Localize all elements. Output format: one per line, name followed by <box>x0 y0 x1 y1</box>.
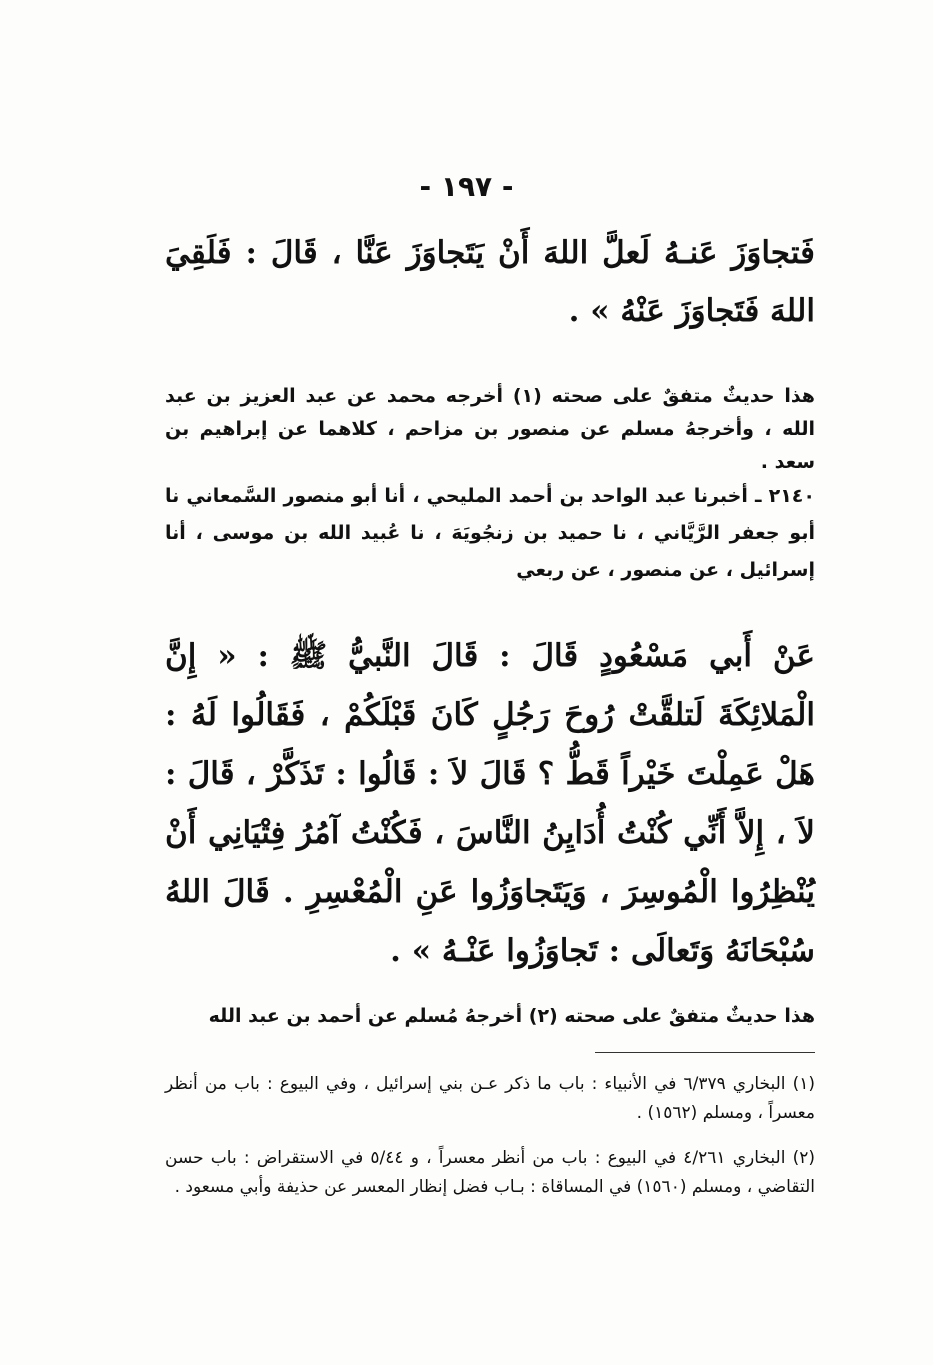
opening-hadith-text: فَتجاوَزَ عَنـهُ لَعلَّ اللهَ أَنْ يَتَجاوَزَ عَنَّا ، قَالَ : فَلَقِيَ اللهَ فَتَجاوَزَ عَنْهُ » . <box>165 235 815 329</box>
footnote-divider <box>595 1052 815 1053</box>
hadith-isnad: ٢١٤٠ ـ أخبرنا عبد الواحد بن أحمد المليحي ، أنا أبو منصور السَّمعاني نا أبو جعفر الرَّيَّاني ، نا حميد بن زنجُويَهَ ، نا عُبيد الله بن موسى ، أنا إسرائيل ، عن منصور ، عن ربعي <box>165 485 815 581</box>
footnote-2: (٢) البخاري ٤/٢٦١ في البيوع : باب من أنظر معسراً ، و ٥/٤٤ في الاستقراض : باب حسن التقاضي ، ومسلم (١٥٦٠) في المساقاة : بـاب فضل إنظار المعسر عن حذيفة وأبي مسعود . <box>165 1148 816 1197</box>
takhrij-comment-2: هذا حديثٌ متفقٌ على صحته (٢) أخرجهُ مُسلم عن أحمد بن عبد الله <box>208 1005 815 1027</box>
hadith-matn: عَنْ أَبي مَسْعُودٍ قَالَ : قَالَ النَّبيُّ ﷺ : « إِنَّ الْمَلائِكَةَ لَتلقَّتْ رُوحَ رَجُلٍ كَانَ قَبْلَكُمْ ، فَقَالُوا لَهُ : هَلْ عَمِلْتَ خَيْراً قَطُّ ؟ قَالَ لاَ : قَالُوا : تَذَكَّرْ ، قَالَ : لاَ ، إِلاَّ أَنِّي كُنْتُ أُدَايِنُ النَّاسَ ، فَكُنْتُ آمُرُ فِتْيَانِي أَنْ يُنْظِرُوا الْمُوسِرَ ، وَيَتَجاوَزُوا عَنِ الْمُعْسِرِ . قَالَ اللهُ سُبْحَانَهُ وَتَعالَى : تَجاوَزُوا عَنْـهُ » . <box>165 638 815 969</box>
page-number: - ١٩٧ - <box>419 170 514 203</box>
takhrij-comment-1: هذا حديثٌ متفقٌ على صحته (١) أخرجه محمد عن عبد العزيز بن عبد الله ، وأخرجهُ مسلم عن منصور بن مزاحم ، كلاهما عن إبراهيم بن سعد . <box>165 385 815 473</box>
footnote-1: (١) البخاري ٦/٣٧٩ في الأنبياء : باب ما ذكر عـن بني إسرائيل ، وفي البيوع : باب من أنظر معسراً ، ومسلم (١٥٦٢) . <box>165 1074 815 1123</box>
